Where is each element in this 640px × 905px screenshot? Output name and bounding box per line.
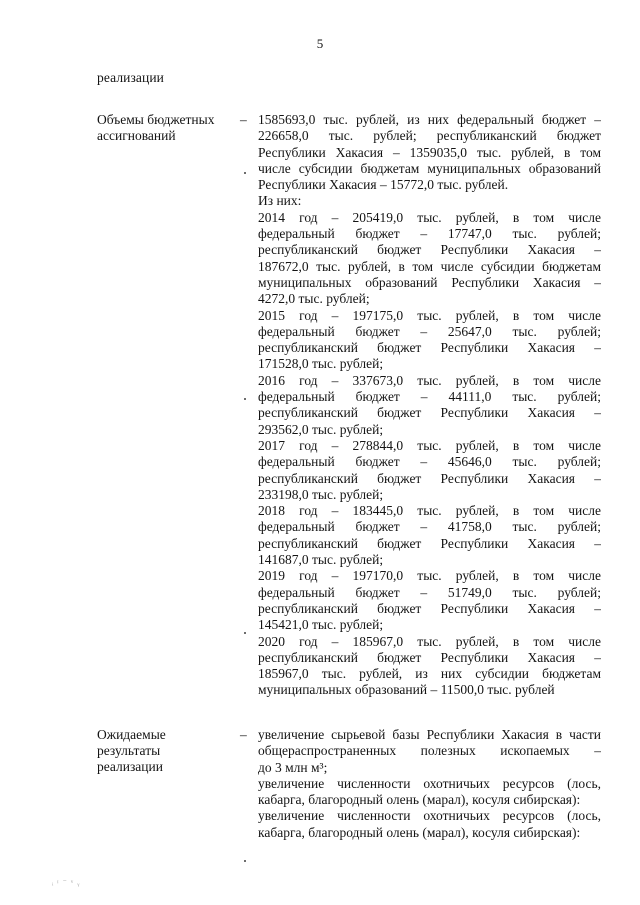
text-line: 2015 год – 197175,0 тыс. рублей, в том числе xyxy=(258,307,601,323)
text-line: республиканский бюджет Республики Хакасия – xyxy=(258,649,601,665)
text-line: 233198,0 тыс. рублей; xyxy=(258,486,384,502)
text-line: 141687,0 тыс. рублей; xyxy=(258,552,384,568)
page-number: 5 xyxy=(316,36,324,51)
text-line: числе субсидии бюджетам муниципальных образований xyxy=(258,160,601,176)
text-line: 226658,0 тыс. рублей; республиканский бюджет xyxy=(258,128,601,144)
text-line: муниципальных образований Республики Хакасия – xyxy=(258,274,601,290)
text-line: Республики Хакасия – 1359035,0 тыс. рублей, в том xyxy=(258,144,601,160)
row-dash: – xyxy=(240,112,247,127)
text-line: 2020 год – 185967,0 тыс. рублей, в том числе xyxy=(258,633,601,649)
text-line: Республики Хакасия – 15772,0 тыс. рублей. xyxy=(258,177,509,193)
scan-speck xyxy=(244,172,246,174)
text-line: 185967,0 тыс. рублей, из них субсидии бюджетам xyxy=(258,666,601,682)
row-dash: – xyxy=(240,727,247,742)
text-line: 187672,0 тыс. рублей, в том числе субсидии бюджетам xyxy=(258,258,601,274)
label-line: Ожидаемые xyxy=(97,727,166,742)
text-line: 2018 год – 183445,0 тыс. рублей, в том числе xyxy=(258,503,601,519)
text-line: 2017 год – 278844,0 тыс. рублей, в том числе xyxy=(258,437,601,453)
continuation-label: реализации xyxy=(97,70,164,85)
label-line: реализации xyxy=(97,759,163,774)
text-line: Из них: xyxy=(258,193,302,209)
label-line: Объемы бюджетных xyxy=(97,112,215,127)
text-line: республиканский бюджет Республики Хакасия – xyxy=(258,340,601,356)
text-line: 1585693,0 тыс. рублей, из них федеральный бюджет – xyxy=(258,112,601,127)
text-line: 293562,0 тыс. рублей; xyxy=(258,421,384,437)
text-line: 145421,0 тыс. рублей; xyxy=(258,617,384,633)
scan-speck xyxy=(244,860,246,862)
text-line: федеральный бюджет – 45646,0 тыс. рублей; xyxy=(258,454,601,470)
text-line: муниципальных образований – 11500,0 тыс. рублей xyxy=(258,682,555,698)
label-line: ассигнований xyxy=(97,128,176,143)
text-line: увеличение численности охотничьих ресурсов (лось, xyxy=(258,775,601,791)
budget-allocations-text xyxy=(258,112,601,699)
text-line: федеральный бюджет – 25647,0 тыс. рублей; xyxy=(258,323,601,339)
budget-allocations-label xyxy=(97,112,232,144)
text-line: федеральный бюджет – 51749,0 тыс. рублей; xyxy=(258,584,601,600)
text-line: 2016 год – 337673,0 тыс. рублей, в том числе xyxy=(258,372,601,388)
text-line: республиканский бюджет Республики Хакасия – xyxy=(258,535,601,551)
text-line: 4272,0 тыс. рублей; xyxy=(258,291,370,307)
text-line: 2014 год – 205419,0 тыс. рублей, в том числе xyxy=(258,209,601,225)
text-line: кабарга, благородный олень (марал), косуля сибирская): xyxy=(258,824,581,840)
text-line: кабарга, благородный олень (марал), косуля сибирская): xyxy=(258,792,581,808)
text-line: увеличение численности охотничьих ресурсов (лось, xyxy=(258,808,601,824)
text-line: федеральный бюджет – 44111,0 тыс. рублей; xyxy=(258,389,601,405)
text-line: до 3 млн м³; xyxy=(258,759,328,775)
text-line: федеральный бюджет – 17747,0 тыс. рублей; xyxy=(258,226,601,242)
text-line: республиканский бюджет Республики Хакасия – xyxy=(258,600,601,616)
scan-speck xyxy=(244,632,246,634)
text-line: республиканский бюджет Республики Хакасия – xyxy=(258,242,601,258)
label-line: результаты xyxy=(97,743,161,758)
expected-results-text xyxy=(258,727,601,841)
text-line: республиканский бюджет Республики Хакасия – xyxy=(258,470,601,486)
scan-mark: ᵢ ᵎ ⁻ ᵛ ᵧ xyxy=(52,878,81,887)
text-line: общераспространенных полезных ископаемых – xyxy=(258,743,601,759)
text-line: увеличение сырьевой базы Республики Хакасия в части xyxy=(258,727,601,742)
expected-results-label xyxy=(97,727,232,775)
scan-speck xyxy=(244,398,246,400)
text-line: федеральный бюджет – 41758,0 тыс. рублей; xyxy=(258,519,601,535)
text-line: 2019 год – 197170,0 тыс. рублей, в том числе xyxy=(258,568,601,584)
text-line: республиканский бюджет Республики Хакасия – xyxy=(258,405,601,421)
text-line: 171528,0 тыс. рублей; xyxy=(258,356,384,372)
